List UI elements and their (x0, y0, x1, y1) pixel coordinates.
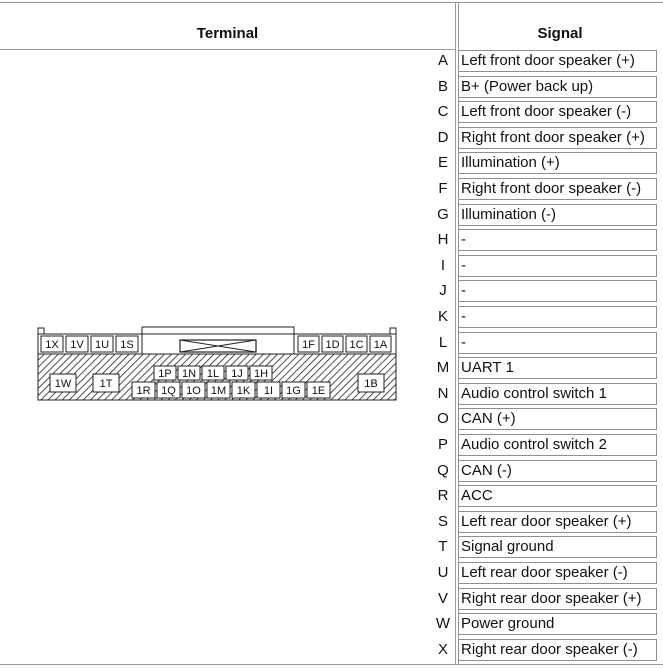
connector-pin (116, 336, 138, 352)
connector-pin (66, 336, 88, 352)
terminal-letter: T (438, 538, 448, 555)
svg-text:1T: 1T (99, 378, 113, 390)
terminal-letter: R (437, 487, 449, 504)
column-divider-left (455, 2, 456, 665)
svg-text:1R: 1R (136, 385, 151, 397)
signal-cell: Left rear door speaker (+) (458, 511, 657, 533)
svg-text:1N: 1N (181, 368, 197, 380)
top-border (0, 2, 663, 3)
svg-text:1O: 1O (186, 385, 201, 397)
connector-pin (346, 336, 367, 352)
terminal-letter: N (437, 385, 449, 402)
svg-text:1K: 1K (236, 385, 251, 397)
connector-diagram (0, 320, 430, 410)
terminal-letter: V (437, 590, 448, 607)
signal-cell: Left front door speaker (+) (458, 50, 657, 72)
terminal-letter: J (439, 282, 447, 299)
connector-pin (178, 366, 200, 380)
connector-pin (157, 382, 180, 398)
svg-text:1Q: 1Q (161, 385, 176, 397)
latch-icon (180, 340, 256, 352)
connector-pin (93, 374, 119, 392)
terminal-header: Terminal (196, 25, 259, 42)
terminal-letter: W (435, 615, 451, 632)
signal-cell: CAN (+) (458, 408, 657, 430)
terminal-letter: L (438, 334, 448, 351)
signal-cell: Illumination (-) (458, 204, 657, 226)
terminal-letter: I (440, 257, 446, 274)
connector-pin (282, 382, 305, 398)
connector-pin (154, 366, 176, 380)
connector-pin (207, 382, 230, 398)
connector-pin (91, 336, 113, 352)
signal-cell: Audio control switch 1 (458, 383, 657, 405)
svg-text:1I: 1I (263, 385, 274, 397)
signal-cell: - (458, 255, 657, 277)
header-divider (0, 49, 455, 50)
signal-cell: ACC (458, 485, 657, 507)
svg-text:1E: 1E (311, 385, 326, 397)
terminal-letter: C (437, 103, 449, 120)
signal-cell: CAN (-) (458, 460, 657, 482)
connector-pin (322, 336, 343, 352)
terminal-letter: F (438, 180, 448, 197)
svg-text:1P: 1P (158, 368, 172, 380)
signal-cell: Left front door speaker (-) (458, 101, 657, 123)
signal-cell: Right rear door speaker (+) (458, 588, 657, 610)
signal-cell: - (458, 280, 657, 302)
terminal-letter: A (437, 52, 448, 69)
signal-cell: Audio control switch 2 (458, 434, 657, 456)
signal-cell: Signal ground (458, 536, 657, 558)
connector-pin (358, 374, 384, 392)
connector-pin (132, 382, 155, 398)
bottom-border (0, 664, 663, 665)
signal-cell: Power ground (458, 613, 657, 635)
signal-cell: Right front door speaker (-) (458, 178, 657, 200)
svg-text:1U: 1U (94, 339, 110, 351)
terminal-letter: U (437, 564, 449, 581)
signal-cell: Right front door speaker (+) (458, 127, 657, 149)
connector-pin (226, 366, 248, 380)
terminal-letter: P (437, 436, 448, 453)
signal-cell: - (458, 332, 657, 354)
terminal-letter: B (437, 78, 448, 95)
signal-cell: B+ (Power back up) (458, 76, 657, 98)
terminal-letter: O (437, 410, 449, 427)
svg-text:1L: 1L (206, 368, 220, 380)
svg-text:1H: 1H (253, 368, 269, 380)
connector-pin (50, 374, 76, 392)
terminal-letter: Q (437, 462, 449, 479)
svg-text:1B: 1B (364, 378, 378, 390)
svg-text:1G: 1G (286, 385, 301, 397)
signal-cell: UART 1 (458, 357, 657, 379)
connector-pin (232, 382, 255, 398)
terminal-letter: S (437, 513, 448, 530)
terminal-letter: X (437, 641, 448, 658)
svg-text:1X: 1X (45, 339, 59, 351)
terminal-letter: K (437, 308, 448, 325)
svg-text:1W: 1W (54, 378, 72, 390)
svg-text:1A: 1A (373, 339, 388, 351)
terminal-letter: M (436, 359, 450, 376)
svg-text:1J: 1J (231, 368, 243, 380)
connector-pin (307, 382, 330, 398)
svg-text:1F: 1F (302, 339, 315, 351)
terminal-letter: H (437, 231, 449, 248)
connector-pin (257, 382, 280, 398)
connector-pin (298, 336, 319, 352)
svg-text:1C: 1C (349, 339, 364, 351)
signal-cell: Illumination (+) (458, 152, 657, 174)
svg-text:1V: 1V (70, 339, 84, 351)
left-tab (38, 328, 44, 334)
svg-text:1D: 1D (325, 339, 340, 351)
connector-pin (250, 366, 272, 380)
signal-cell: Right rear door speaker (-) (458, 639, 657, 661)
signal-cell: Left rear door speaker (-) (458, 562, 657, 584)
connector-pin (41, 336, 63, 352)
connector-pin (182, 382, 205, 398)
signal-cell: - (458, 229, 657, 251)
terminal-letter: E (437, 154, 448, 171)
terminal-letter: G (437, 206, 449, 223)
right-tab (390, 328, 396, 334)
svg-text:1M: 1M (210, 385, 227, 397)
signal-header: Signal (537, 25, 583, 42)
svg-text:1S: 1S (120, 339, 134, 351)
connector-pin (370, 336, 391, 352)
signal-cell: - (458, 306, 657, 328)
connector-pin (202, 366, 224, 380)
terminal-letter: D (437, 129, 449, 146)
